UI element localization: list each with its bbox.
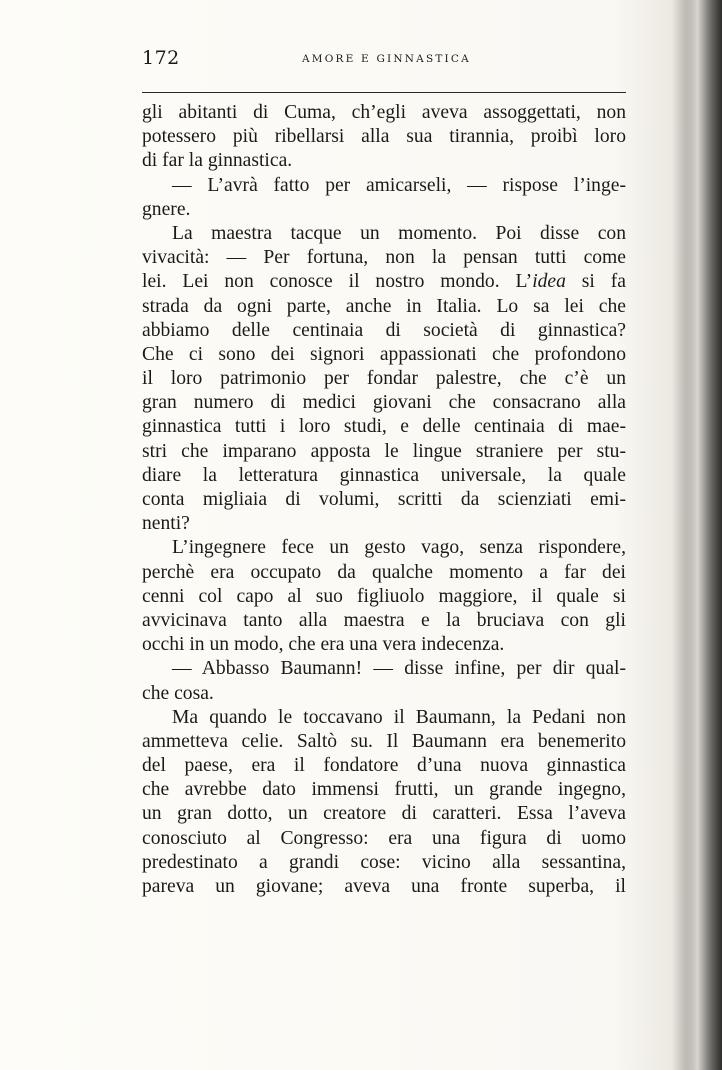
page-header (142, 44, 626, 74)
text-line: diare la letteratura ginnastica universale, la quale (142, 464, 626, 486)
text-line: gran numero di medici giovani che consacrano alla (142, 392, 626, 414)
text-line: perchè era occupato da qualche momento a far dei (142, 561, 626, 583)
text-line: potessero più ribellarsi alla sua tirannia, proibì loro (142, 126, 626, 148)
text-line: lei. Lei non conosce il nostro mondo. L’idea si fa (142, 271, 626, 293)
text-line: avvicinava tanto alla maestra e la bruciava con gli (142, 609, 626, 631)
text-line: nenti? (142, 513, 190, 535)
text-line: stri che imparano apposta le lingue straniere per stu- (142, 440, 626, 462)
text-line: L’ingegnere fece un gesto vago, senza rispondere, (172, 537, 626, 559)
text-line: gli abitanti di Cuma, ch’egli aveva assoggettati, non (142, 102, 626, 123)
page-number: 172 (142, 47, 180, 69)
text-line: il loro patrimonio per fondar palestre, che c’è un (142, 368, 626, 390)
text-line: — L’avrà fatto per amicarseli, — rispose l’inge- (172, 174, 626, 196)
text-line: pareva un giovane; aveva una fronte superba, il (142, 876, 626, 897)
text-line: cenni col capo al suo figliuolo maggiore, il quale si (142, 585, 626, 607)
text-line: strada da ogni parte, anche in Italia. Lo sa lei che (142, 295, 626, 317)
header-rule (142, 92, 626, 93)
text-line: che avrebbe dato immensi frutti, un grande ingegno, (142, 779, 626, 801)
text-line: predestinato a grandi cose: vicino alla sessantina, (142, 851, 626, 873)
italic-word: idea (532, 271, 566, 293)
text-line: La maestra tacque un momento. Poi disse con (172, 222, 626, 244)
text-line: abbiamo delle centinaia di società di ginnastica? (142, 319, 626, 341)
text-line: conta migliaia di volumi, scritti da scienziati emi- (142, 489, 626, 510)
running-title: AMORE E GINNASTICA (302, 53, 471, 65)
text-line: che cosa. (142, 682, 214, 704)
text-line: ammetteva celie. Saltò su. Il Baumann era benemerito (142, 730, 626, 752)
text-line: vivacità: — Per fortuna, non la pensan tutti come (142, 247, 626, 269)
text-line: ginnastica tutti i loro studi, e delle centinaia di mae- (142, 416, 626, 438)
text-line: Ma quando le toccavano il Baumann, la Pedani non (172, 706, 626, 728)
text-line: occhi in un modo, che era una vera indecenza. (142, 634, 505, 656)
text-line: conosciuto al Congresso: era una figura di uomo (142, 827, 626, 849)
text-line: gnere. (142, 198, 191, 220)
body-text (142, 101, 626, 899)
text-line: Che ci sono dei signori appassionati che profondono (142, 343, 626, 365)
text-line: un gran dotto, un creatore di caratteri. Essa l’aveva (142, 803, 626, 825)
text-line: del paese, era il fondatore d’una nuova ginnastica (142, 755, 626, 777)
text-line: — Abbasso Baumann! — disse infine, per dir qual- (172, 658, 626, 680)
page-binding-shadow (684, 0, 722, 1070)
text-line: di far la ginnastica. (142, 150, 293, 172)
